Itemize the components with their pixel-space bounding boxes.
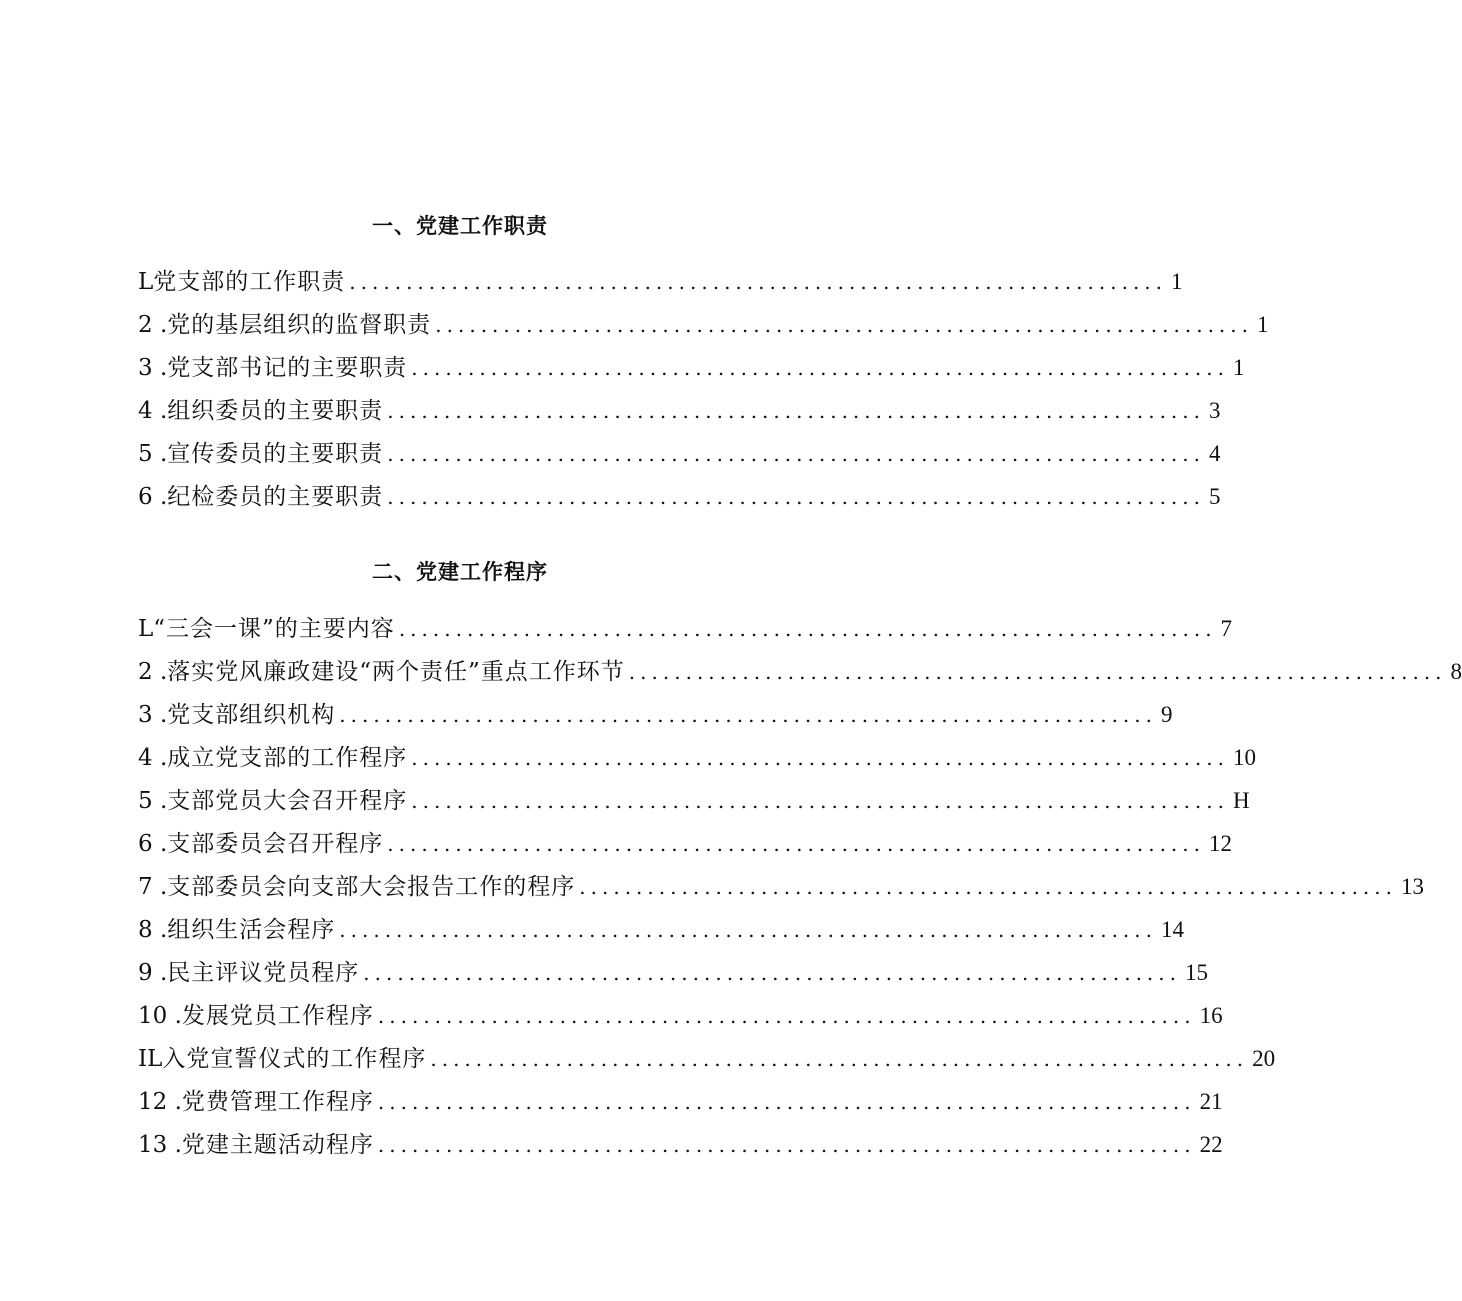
toc-entry-page: 5 (1209, 484, 1221, 509)
toc-entry-number: 10 . (138, 1003, 182, 1029)
toc-entry-number: L (138, 269, 154, 295)
toc-entry-title: 宣传委员的主要职责 (167, 441, 384, 467)
toc-entry[interactable] (138, 610, 1233, 642)
toc-entry-page: 1 (1257, 312, 1269, 337)
toc-entry-page: 22 (1199, 1132, 1223, 1157)
toc-entry-page: 21 (1199, 1089, 1223, 1114)
toc-entry-title: 党的基层组织的监督职责 (167, 312, 432, 338)
toc-entry[interactable] (138, 825, 1232, 857)
toc-entry[interactable] (138, 696, 1173, 728)
toc-entry-title: 党费管理工作程序 (181, 1089, 374, 1115)
toc-entry-number: 6 . (138, 484, 168, 510)
toc-entry[interactable] (138, 263, 1183, 295)
section-title-duties: 一、党建工作职责 (372, 214, 548, 238)
toc-entry-number: 2 . (138, 312, 168, 338)
dot-leader: ........................................................................ (398, 617, 1217, 641)
toc-entry-number: 9 . (138, 960, 168, 986)
toc-entry-page: 1 (1171, 269, 1183, 294)
toc-entry-number: 5 . (138, 788, 168, 814)
dot-leader: ........................................................................ (387, 442, 1205, 466)
dot-leader: ........................................................................ (435, 313, 1253, 337)
toc-entry-page: 16 (1199, 1003, 1223, 1028)
dot-leader: ........................................................................ (349, 270, 1168, 294)
toc-entry-page: 1 (1233, 355, 1245, 380)
dot-leader: ........................................................................ (363, 961, 1181, 985)
toc-entry-title: 党支部的工作职责 (153, 269, 346, 295)
toc-entry-number: 8 . (138, 917, 168, 943)
dot-leader: ........................................................................ (579, 875, 1397, 899)
toc-entry-page: H (1233, 788, 1250, 813)
toc-entry-title: 民主评议党员程序 (167, 960, 360, 986)
toc-entry-number: 7 . (138, 874, 168, 900)
toc-entry-number: 12 . (138, 1089, 182, 1115)
toc-entry[interactable] (138, 954, 1208, 986)
dot-leader: ........................................................................ (411, 356, 1229, 380)
dot-leader: ........................................................................ (387, 485, 1205, 509)
toc-entry-title: 发展党员工作程序 (181, 1003, 374, 1029)
dot-leader: ........................................................................ (411, 746, 1229, 770)
dot-leader: ........................................................................ (628, 660, 1447, 684)
toc-entry-title: “三会一课”的主要内容 (153, 616, 395, 642)
toc-entry-number: 3 . (138, 702, 168, 728)
toc-entry-number: 4 . (138, 745, 168, 771)
toc-entry-page: 3 (1209, 398, 1221, 423)
toc-entry[interactable] (138, 435, 1221, 467)
toc-entry-number: 2 . (138, 659, 168, 685)
toc-entry-title: 党支部书记的主要职责 (167, 355, 408, 381)
toc-entry-title: 党建主题活动程序 (181, 1132, 374, 1158)
toc-entry[interactable] (138, 1040, 1276, 1072)
toc-entry-title: 入党宣誓仪式的工作程序 (162, 1046, 427, 1072)
toc-entry-page: 14 (1161, 917, 1184, 942)
toc-entry-title: 党支部组织机构 (167, 702, 336, 728)
toc-entry[interactable] (138, 739, 1256, 771)
toc-entry-page: 12 (1209, 831, 1232, 856)
toc-entry-page: 4 (1209, 441, 1221, 466)
toc-entry-page: 10 (1233, 745, 1256, 770)
toc-entry-title: 组织生活会程序 (167, 917, 336, 943)
dot-leader: ........................................................................ (377, 1090, 1196, 1114)
toc-entry[interactable] (138, 782, 1250, 814)
toc-entry-page: 7 (1220, 616, 1233, 641)
toc-entry[interactable] (138, 1126, 1223, 1158)
toc-entry-title: 支部委员会向支部大会报告工作的程序 (167, 874, 576, 900)
toc-entry-number: 13 . (138, 1132, 182, 1158)
toc-entry[interactable] (138, 349, 1245, 381)
toc-entry-page: 9 (1161, 702, 1173, 727)
toc-entry-number: 3 . (138, 355, 168, 381)
dot-leader: ........................................................................ (377, 1004, 1196, 1028)
toc-entry-number: 6 . (138, 831, 168, 857)
toc-entry-title: 纪检委员的主要职责 (167, 484, 384, 510)
dot-leader: ........................................................................ (339, 703, 1157, 727)
section-title-procedures: 二、党建工作程序 (372, 560, 548, 584)
dot-leader: ........................................................................ (387, 832, 1205, 856)
toc-entry-page: 15 (1185, 960, 1208, 985)
toc-entry[interactable] (138, 478, 1221, 510)
toc-entry-title: 成立党支部的工作程序 (167, 745, 408, 771)
toc-entry-title: 支部党员大会召开程序 (167, 788, 408, 814)
toc-entry-page: 13 (1401, 874, 1424, 899)
toc-entry[interactable] (138, 997, 1223, 1029)
toc-entry-title: 落实党风廉政建设“两个责任”重点工作环节 (167, 659, 625, 685)
toc-entry-number: 5 . (138, 441, 168, 467)
dot-leader: ........................................................................ (339, 918, 1157, 942)
dot-leader: ........................................................................ (411, 789, 1229, 813)
dot-leader: ........................................................................ (430, 1047, 1249, 1071)
toc-entry-number: 4 . (138, 398, 168, 424)
toc-entry-page: 20 (1252, 1046, 1276, 1071)
toc-entry[interactable] (138, 306, 1269, 338)
toc-entry[interactable] (138, 911, 1184, 943)
toc-entry[interactable] (138, 392, 1221, 424)
toc-entry-number: IL (138, 1046, 163, 1072)
toc-entry-page: 8 (1450, 659, 1462, 684)
toc-entry-title: 支部委员会召开程序 (167, 831, 384, 857)
dot-leader: ........................................................................ (377, 1133, 1196, 1157)
toc-entry[interactable] (138, 1083, 1223, 1115)
toc-entry-title: 组织委员的主要职责 (167, 398, 384, 424)
toc-entry-number: L (138, 616, 154, 642)
toc-entry[interactable] (138, 653, 1462, 685)
toc-entry[interactable] (138, 868, 1424, 900)
dot-leader: ........................................................................ (387, 399, 1205, 423)
